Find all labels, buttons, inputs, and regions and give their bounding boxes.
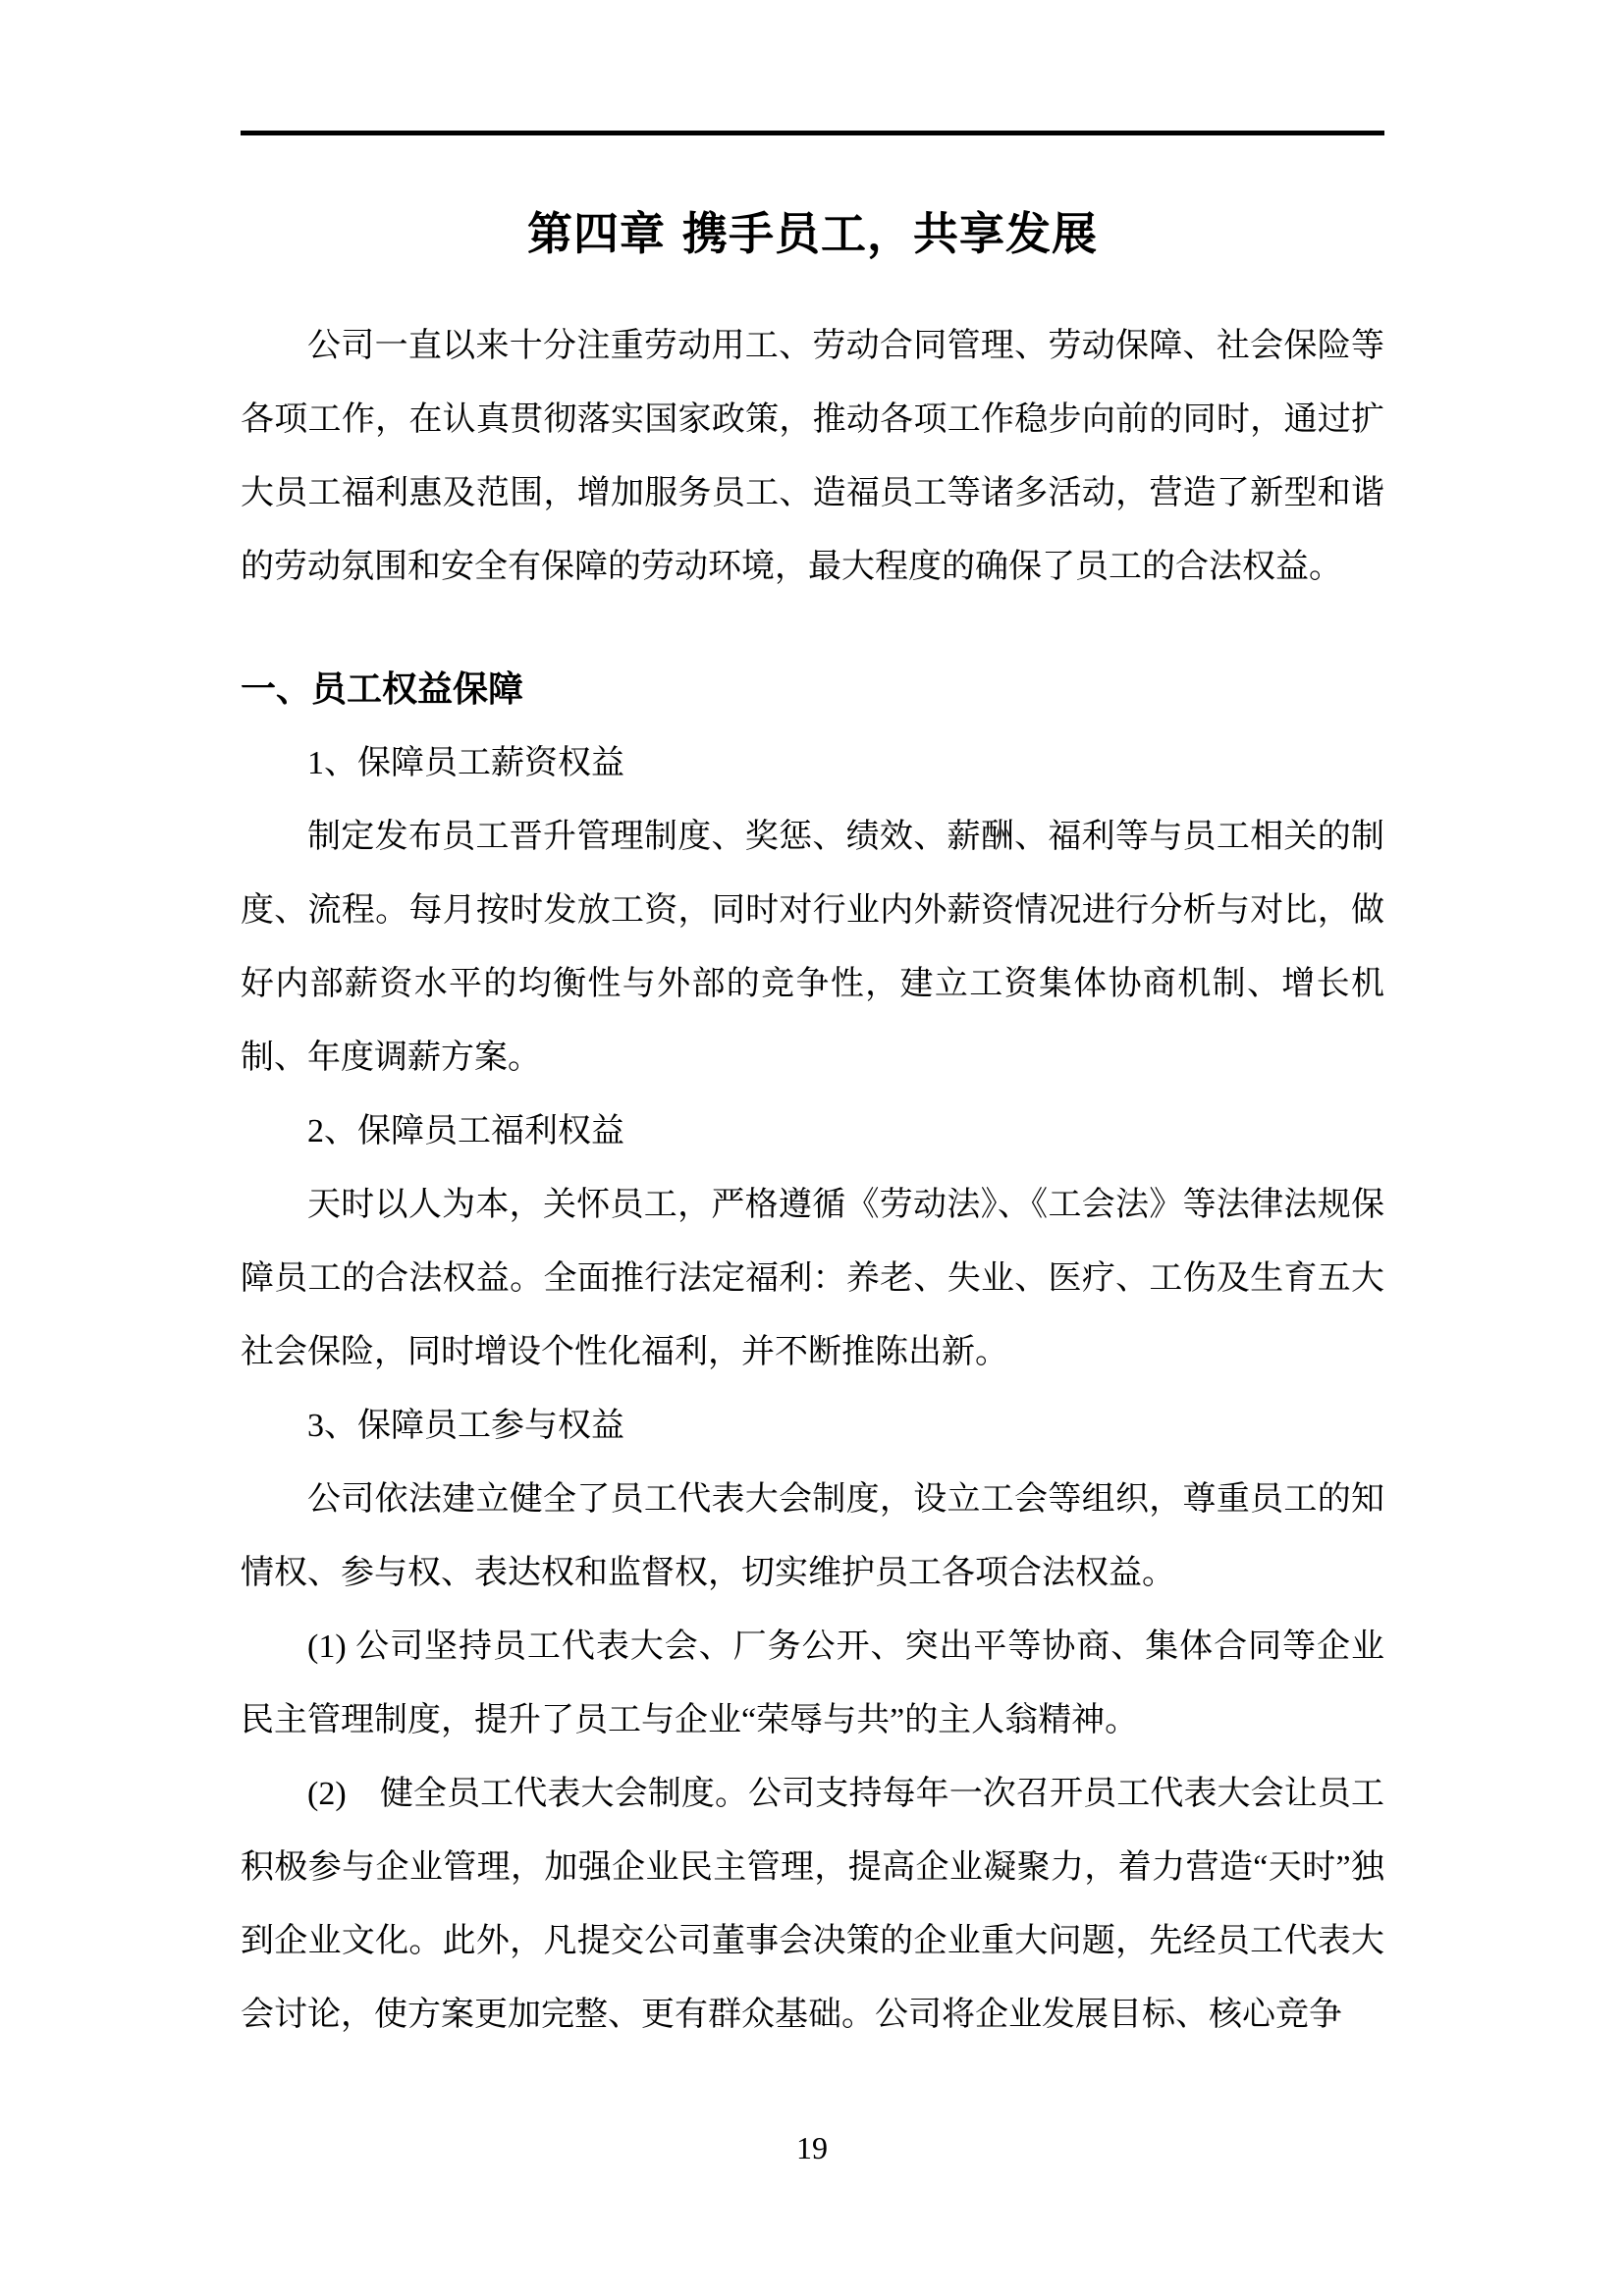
sub-paragraph-1: (1) 公司坚持员工代表大会、厂务公开、突出平等协商、集体合同等企业民主管理制度，提升了员工与企业“荣辱与共”的主人翁精神。	[241, 1629, 1384, 1738]
item-1-heading: 1、保障员工薪资权益	[307, 745, 624, 781]
item-3-heading: 3、保障员工参与权益	[307, 1408, 624, 1444]
sub-paragraph-2: (2) 健全员工代表大会制度。公司支持每年一次召开员工代表大会让员工积极参与企业管理，加强企业民主管理，提高企业凝聚力，着力营造“天时”独到企业文化。此外，凡提交公司董事会决策的企业重大问题，先经员工代表大会讨论，使方案更加完整、更有群众基础。公司将企业发展目标、核心竞争	[241, 1776, 1384, 2033]
item-2-body: 天时以人为本，关怀员工，严格遵循《劳动法》、《工会法》等法律法规保障员工的合法权益。全面推行法定福利：养老、失业、医疗、工伤及生育五大社会保险，同时增设个性化福利，并不断推陈出新。	[241, 1187, 1384, 1370]
page-content	[0, 131, 1624, 2052]
page-number: 19	[796, 2130, 828, 2165]
item-2-heading: 2、保障员工福利权益	[307, 1113, 624, 1149]
section-heading: 一、员工权益保障	[241, 669, 524, 710]
item-3-body: 公司依法建立健全了员工代表大会制度，设立工会等组织，尊重员工的知情权、参与权、表达权和监督权，切实维护员工各项合法权益。	[241, 1481, 1384, 1591]
chapter-title: 第四章 携手员工，共享发展	[526, 207, 1098, 260]
intro-paragraph: 公司一直以来十分注重劳动用工、劳动合同管理、劳动保障、社会保险等各项工作，在认真贯彻落实国家政策，推动各项工作稳步向前的同时，通过扩大员工福利惠及范围，增加服务员工、造福员工等诸多活动，营造了新型和谐的劳动氛围和安全有保障的劳动环境，最大程度的确保了员工的合法权益。	[241, 328, 1384, 585]
item-1-body: 制定发布员工晋升管理制度、奖惩、绩效、薪酬、福利等与员工相关的制度、流程。每月按时发放工资，同时对行业内外薪资情况进行分析与对比，做好内部薪资水平的均衡性与外部的竞争性，建立工资集体协商机制、增长机制、年度调薪方案。	[241, 819, 1384, 1076]
header-rule	[241, 131, 1384, 135]
